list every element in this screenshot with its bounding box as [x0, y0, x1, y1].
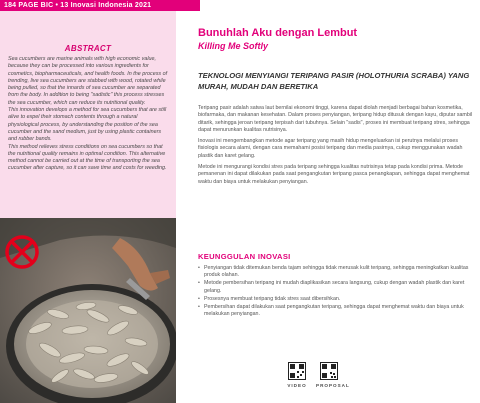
list-item: • Prosesnya membuat teripang tidak stres saat dibersihkan. [198, 296, 474, 303]
article-paragraph: Inovasi ini mengembangkan metode agar teripang yang masih hidup mengeluarkan isi perutnya melalui proses fisiologis secara alami, dengan cara memahami posisi teripang dan media pasirnya, cukup menggunakan wadah plastik dan karet gelang. [198, 138, 463, 159]
article-paragraph: Metode ini mengurangi kondisi stres pada teripang sehingga kualitas nutrisinya tetap pada kondisi prima. Metode pemanenan ini dapat dilakukan pada saat pengangkutan teripang pasca penangkapan, sehingga dapat menghemat waktu dan biaya untuk melakukan penyiangan. [198, 164, 470, 185]
article-title: Bunuhlah Aku dengan Lembut [198, 27, 358, 39]
abstract-title: ABSTRACT [64, 44, 112, 53]
article-subtitle: TEKNOLOGI MENYIANGI TERIPANG PASIR (HOLOTHURIA SCRABA) YANG MURAH, MUDAH DAN BERETIKA [198, 71, 470, 91]
article [198, 0, 474, 403]
abstract-paragraph: This method relieves stress conditions on sea cucumbers so that the nutritional quality remains in optimal condition. This alternative method cannot be carried out at the time of transporting the sea cucumber after capture, so it can save time and costs for weeding. [8, 143, 167, 172]
abstract-paragraph: Sea cucumbers are marine animals with high economic value, because they can be processed into various ingredients for cosmetics, biopharmaceuticals, and health foods. In the process of trending, live sea cucumbers are stabbed with wood, rotated while being pulled, so that the innards of sea cucumber are separated from the body. In addition to being "sadistic" this process stresses the sea cucumber, which can reduce its nutritional quality. [8, 56, 168, 106]
article-subtitle-italic: Killing Me Softly [198, 41, 269, 51]
video-label: VIDEO [287, 383, 307, 388]
advantages-list [198, 265, 474, 319]
list-item: • Metode pembersihan teripang ini mudah diaplikasikan secara langsung, cukup dengan wadah plastik dan karet gelang. [198, 280, 474, 294]
video-qr-icon [288, 362, 306, 380]
list-item: • Penyiangan tidak ditemukan benda tajam sehingga tidak merusak kulit teripang, sehingga meningkatkan kualitas produk olahan. [198, 265, 474, 279]
article-body [198, 105, 474, 190]
page-number-label: 184 PAGE BIC • 13 Inovasi Indonesia 2021 [4, 2, 152, 9]
article-paragraph: Teripang pasir adalah satwa laut bernilai ekonomi tinggi, karena dapat diolah menjadi berbagai bahan kosmetika, biofarmaka, dan makanan kesehatan. Dalam proses penyiangan, teripang hidup ditusuk dengan kayu, diputar sambil ditarik, sehingga jeroan teripang terpisah dari tubuhnya. Selain "sadis", proses ini membuat teripang stres, sehingga dapat menurunkan kualitas nutrisinya. [198, 105, 473, 133]
list-item: • Pembersihan dapat dilakukan saat pengangkutan teripang, sehingga dapat menghemat waktu dan biaya untuk melakukan penyiangan. [198, 304, 474, 318]
page-header-bar [0, 0, 200, 11]
proposal-link[interactable] [316, 362, 350, 388]
advantages-heading: KEUNGGULAN INOVASI [198, 252, 291, 261]
abstract-paragraph: This innovation develops a method for sea cucumbers that are still alive to expel their stomach contents through a natural physiological process, by understanding the position of the sea cucumber and the sand medium, just by using plastic containers and rubber bands. [8, 107, 167, 143]
sea-cucumber-photo [0, 218, 176, 403]
proposal-label: PROPOSAL [316, 383, 350, 388]
video-link[interactable] [284, 362, 310, 388]
abstract-body [8, 56, 168, 173]
proposal-qr-icon [320, 362, 338, 380]
